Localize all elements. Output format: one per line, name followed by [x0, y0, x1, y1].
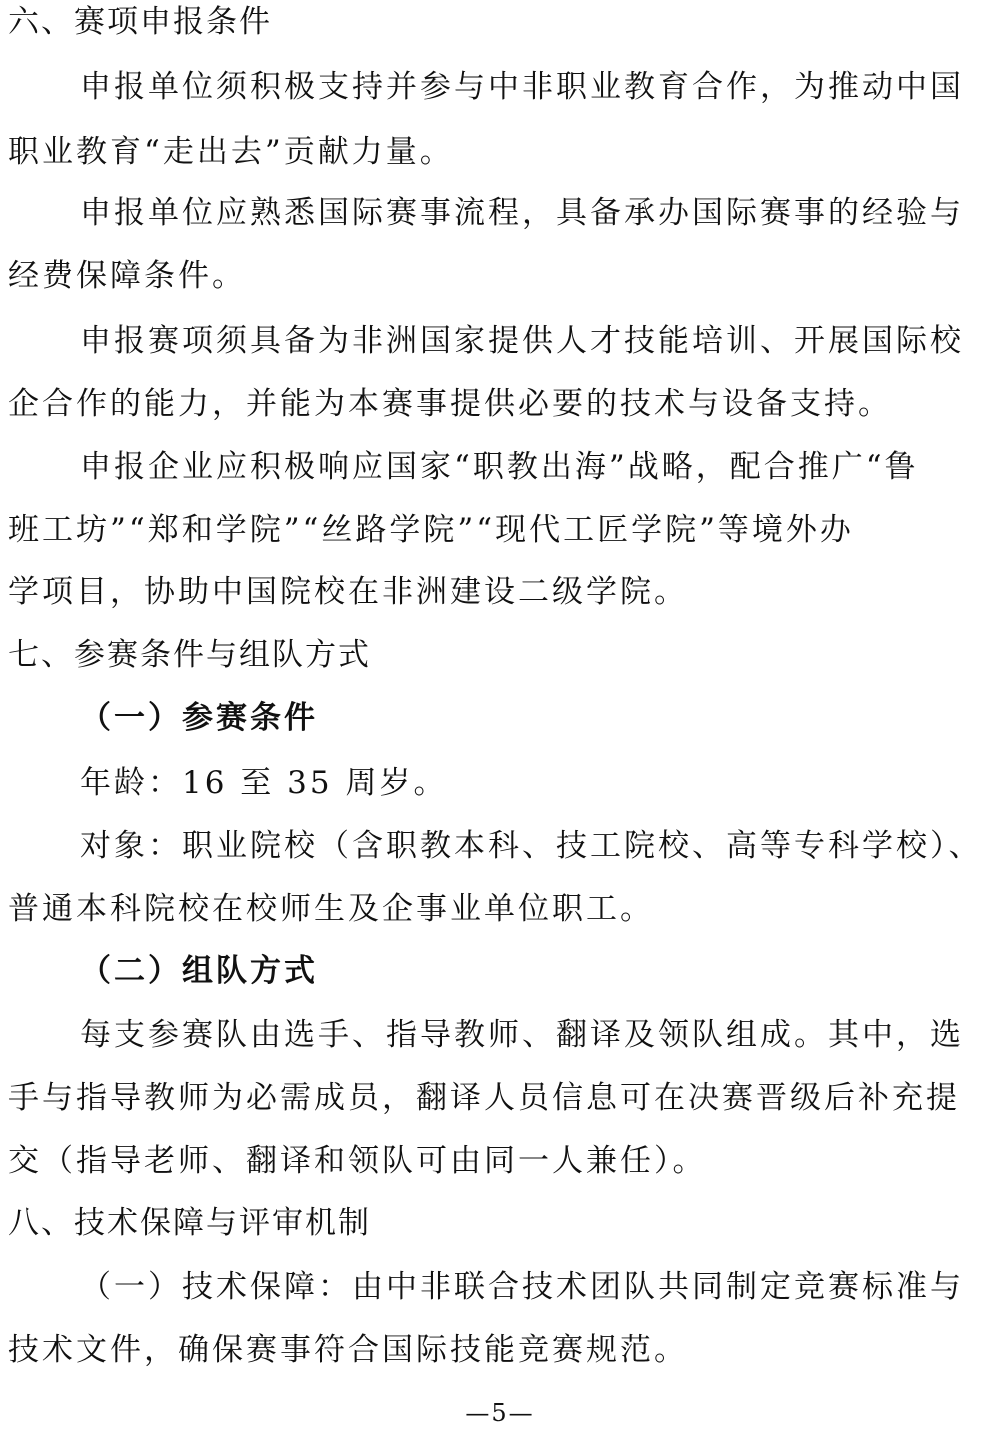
paragraph-line: 申报单位应熟悉国际赛事流程，具备承办国际赛事的经验与 — [80, 195, 964, 231]
paragraph-line: 申报赛项须具备为非洲国家提供人才技能培训、开展国际校 — [80, 323, 964, 359]
paragraph-line: 每支参赛队由选手、指导教师、翻译及领队组成。其中，选 — [80, 1017, 964, 1053]
paragraph-line: 申报单位须积极支持并参与中非职业教育合作，为推动中国 — [80, 69, 964, 105]
page-number: —5— — [465, 1399, 535, 1427]
paragraph-line: 交（指导老师、翻译和领队可由同一人兼任）。 — [8, 1143, 707, 1179]
section-heading-6: 六、赛项申报条件 — [8, 4, 272, 40]
paragraph-line: 学项目，协助中国院校在非洲建设二级学院。 — [8, 574, 688, 610]
paragraph-line: 企合作的能力，并能为本赛事提供必要的技术与设备支持。 — [8, 386, 892, 422]
paragraph-line: 普通本科院校在校师生及企事业单位职工。 — [8, 891, 654, 927]
paragraph-line: （一）技术保障：由中非联合技术团队共同制定竞赛标准与 — [80, 1269, 964, 1305]
sub-heading-participation: （一）参赛条件 — [80, 700, 318, 736]
paragraph-line: 对象：职业院校（含职教本科、技工院校、高等专科学校）、 — [80, 828, 983, 864]
paragraph-line: 手与指导教师为必需成员，翻译人员信息可在决赛晋级后补充提 — [8, 1080, 960, 1116]
paragraph-line: 经费保障条件。 — [8, 258, 246, 294]
paragraph-line: 申报企业应积极响应国家“职教出海”战略，配合推广“鲁 — [80, 449, 919, 485]
paragraph-line: 班工坊”“郑和学院”“丝路学院”“现代工匠学院”等境外办 — [8, 512, 854, 548]
paragraph-line: 职业教育“走出去”贡献力量。 — [8, 134, 454, 170]
sub-heading-team: （二）组队方式 — [80, 953, 318, 989]
section-heading-7: 七、参赛条件与组队方式 — [8, 637, 371, 673]
paragraph-line: 技术文件，确保赛事符合国际技能竞赛规范。 — [8, 1332, 688, 1368]
paragraph-line: 年龄：16 至 35 周岁。 — [80, 765, 448, 801]
section-heading-8: 八、技术保障与评审机制 — [8, 1205, 371, 1241]
